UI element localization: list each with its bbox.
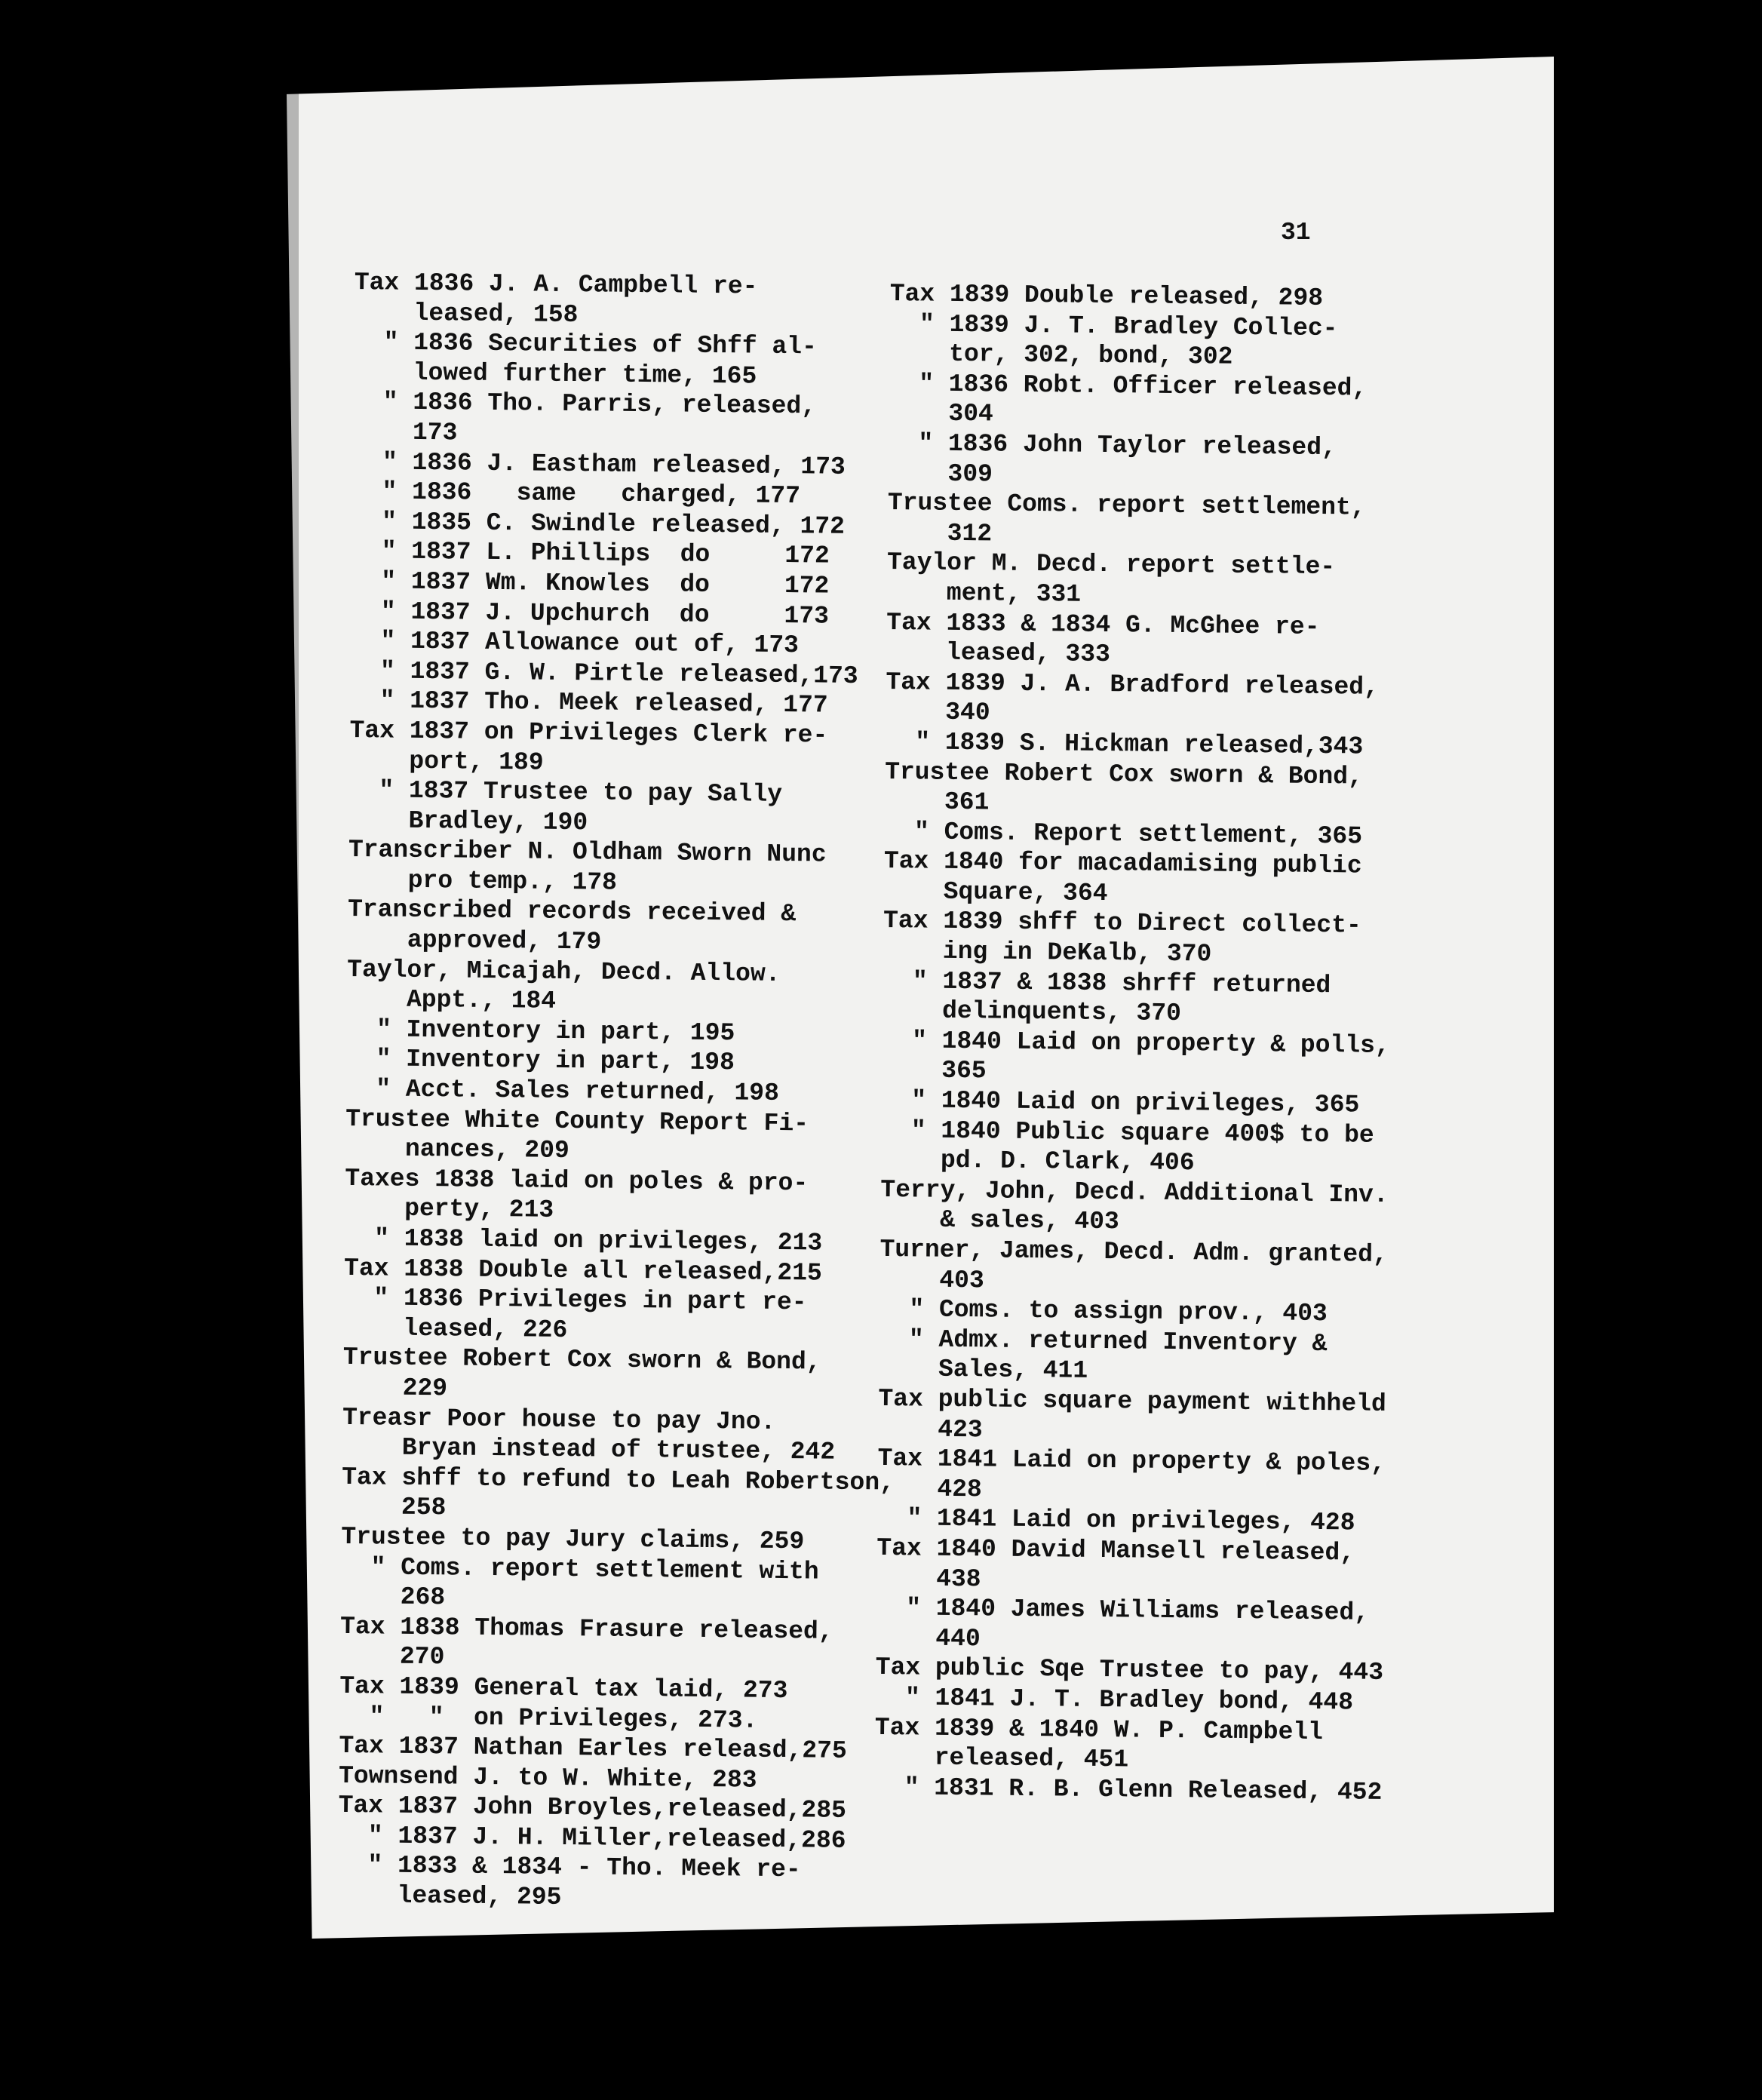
index-line: 229 (342, 1373, 448, 1403)
index-line: Bradley, 190 (348, 806, 588, 837)
index-line: 365 (881, 1056, 987, 1085)
index-line: " 1837 Trustee to pay Sally (348, 776, 783, 809)
index-line: 403 (879, 1265, 984, 1294)
index-line: Tax 1839 shff to Direct collect- (883, 907, 1361, 941)
index-line: released, 451 (874, 1742, 1129, 1774)
index-line: Trustee White County Report Fi- (345, 1104, 809, 1138)
index-line: 312 (887, 518, 993, 548)
index-line: Tax 1837 Nathan Earles releasd,275 (339, 1731, 847, 1766)
index-line: approved, 179 (347, 926, 602, 956)
index-line: Tax 1840 David Mansell released, (876, 1534, 1355, 1567)
index-line: 270 (339, 1642, 445, 1672)
index-line: 423 (877, 1414, 983, 1444)
index-line: Appt., 184 (346, 985, 557, 1016)
index-line: Treasr Poor house to pay Jno. (342, 1403, 776, 1436)
index-line: 268 (340, 1583, 446, 1612)
index-line: Taylor, Micajah, Decd. Allow. (347, 955, 781, 988)
index-line: " 1836 Privileges in part re- (343, 1284, 807, 1317)
index-line: " 1837 & 1838 shrff returned (883, 966, 1331, 999)
index-line: Trustee Robert Cox sworn & Bond, (342, 1343, 821, 1377)
index-line: Tax shff to refund to Leah Robertson, (342, 1463, 895, 1497)
index-line: " 1837 Tho. Meek released, 177 (349, 686, 828, 720)
index-line: Tax 1841 Laid on property & poles, (877, 1445, 1386, 1478)
index-line: Tax 1837 on Privileges Clerk re- (349, 716, 828, 750)
index-line: " Inventory in part, 195 (346, 1015, 735, 1048)
index-line: " 1831 R. B. Glenn Released, 452 (873, 1773, 1383, 1807)
index-line: 309 (888, 459, 993, 488)
index-line: 258 (341, 1493, 447, 1522)
index-line: Trustee Robert Cox sworn & Bond, (884, 757, 1364, 791)
index-line: " Coms. Report settlement, 365 (884, 817, 1363, 851)
index-line: " 1837 J. Upchurch do 173 (351, 597, 830, 631)
index-line: Transcribed records received & (347, 895, 797, 929)
index-line: tor, 302, bond, 302 (889, 339, 1233, 371)
index-line: " 1836 same charged, 177 (351, 477, 801, 511)
index-line: " Inventory in part, 198 (345, 1045, 735, 1077)
index-line: leased, 333 (886, 638, 1111, 669)
index-line: 428 (877, 1474, 983, 1504)
index-line: 340 (885, 698, 990, 727)
index-line: Tax 1836 J. A. Campbell re- (354, 268, 758, 301)
index-line: leased, 295 (337, 1880, 562, 1912)
index-line: nances, 209 (345, 1134, 570, 1165)
index-line: 438 (876, 1564, 981, 1593)
index-line: " Admx. returned Inventory & (879, 1325, 1328, 1358)
index-line: " " on Privileges, 273. (339, 1702, 758, 1735)
index-line: " 1837 Allowance out of, 173 (350, 627, 800, 660)
index-line: Taylor M. Decd. report settle- (886, 548, 1336, 582)
index-line: " 1836 Securities of Shff al- (353, 328, 818, 361)
index-line: & sales, 403 (879, 1205, 1119, 1236)
index-line: Tax 1839 Double released, 298 (889, 279, 1324, 313)
index-line: Tax 1838 Double all released,215 (343, 1254, 822, 1288)
index-line: Bryan instead of trustee, 242 (342, 1433, 836, 1466)
index-line: perty, 213 (344, 1194, 554, 1225)
index-line: " 1836 J. Eastham released, 173 (352, 447, 846, 481)
index-line: port, 189 (348, 746, 544, 777)
index-line: Trustee to pay Jury claims, 259 (341, 1522, 805, 1556)
index-line: 361 (884, 788, 990, 817)
index-line: " 1833 & 1834 - Tho. Meek re- (337, 1851, 801, 1884)
index-line: " 1839 J. T. Bradley Collec- (889, 309, 1338, 342)
index-line: ment, 331 (886, 578, 1082, 609)
index-line: Tax 1839 & 1840 W. P. Campbell (874, 1713, 1324, 1746)
index-line: " 1841 Laid on privileges, 428 (876, 1504, 1355, 1537)
index-line: 304 (888, 399, 993, 428)
index-line: " 1840 Laid on privileges, 365 (881, 1085, 1360, 1119)
index-line: Turner, James, Decd. Adm. granted, (879, 1235, 1388, 1269)
index-line: " Coms. to assign prov., 403 (879, 1295, 1328, 1328)
index-line: " 1837 J. H. Miller,released,286 (338, 1821, 846, 1855)
index-line: " Acct. Sales returned, 198 (345, 1074, 780, 1107)
index-line: Sales, 411 (878, 1355, 1088, 1386)
index-line: Transcriber N. Oldham Sworn Nunc (348, 836, 827, 869)
index-column-left (337, 268, 895, 1916)
index-line: Tax 1840 for macadamising public (883, 847, 1362, 880)
index-line: " 1837 L. Phillips do 172 (351, 537, 830, 570)
index-line: " 1836 Robt. Officer released, (889, 369, 1368, 403)
index-line: Tax 1839 J. A. Bradford released, (886, 668, 1380, 702)
index-line: " 1837 G. W. Pirtle released,173 (350, 656, 858, 690)
page-edge-shadow (287, 57, 299, 1935)
index-line: Tax 1837 John Broyles,released,285 (338, 1791, 847, 1825)
index-line: 440 (875, 1623, 981, 1653)
index-line: 173 (352, 417, 458, 447)
page-number: 31 (1281, 219, 1311, 247)
index-line: Tax 1839 General tax laid, 273 (339, 1672, 788, 1705)
index-line: Tax 1838 Thomas Frasure released, (339, 1612, 833, 1646)
index-line: Tax public square payment withheld (878, 1384, 1386, 1418)
index-line: Terry, John, Decd. Additional Inv. (880, 1175, 1389, 1209)
index-line: Square, 364 (883, 877, 1108, 907)
index-line: " 1837 Wm. Knowles do 172 (351, 566, 830, 600)
index-line: pd. D. Clark, 406 (880, 1146, 1195, 1177)
index-line: " 1841 J. T. Bradley bond, 448 (875, 1683, 1354, 1717)
index-line: " 1840 James Williams released, (876, 1594, 1370, 1627)
index-line: leased, 158 (354, 298, 579, 329)
index-line: delinquents, 370 (882, 996, 1182, 1028)
index-line: " Coms. report settlement with (340, 1552, 819, 1586)
index-line: " 1836 Tho. Parris, released, (352, 388, 817, 421)
index-column-right (874, 279, 1418, 1808)
index-line: " 1835 C. Swindle released, 172 (351, 507, 846, 541)
index-line: Trustee Coms. report settlement, (887, 489, 1366, 522)
index-line: pro temp., 178 (348, 865, 618, 897)
index-line: Taxes 1838 laid on poles & pro- (345, 1164, 809, 1198)
index-line: " 1840 Laid on property & polls, (882, 1026, 1390, 1060)
index-line: ing in DeKalb, 370 (883, 937, 1212, 969)
index-line: " 1836 John Taylor released, (888, 428, 1337, 462)
index-line: leased, 226 (343, 1313, 568, 1344)
index-line: " 1838 laid on privileges, 213 (344, 1223, 823, 1257)
index-line: Townsend J. to W. White, 283 (338, 1761, 757, 1795)
index-line: Tax 1833 & 1834 G. McGhee re- (886, 608, 1320, 641)
index-line: Tax public Sqe Trustee to pay, 443 (875, 1653, 1384, 1687)
index-line: lowed further time, 165 (353, 358, 757, 391)
index-line: " 1840 Public square 400$ to be (880, 1116, 1374, 1150)
index-line: " 1839 S. Hickman released,343 (885, 727, 1364, 761)
